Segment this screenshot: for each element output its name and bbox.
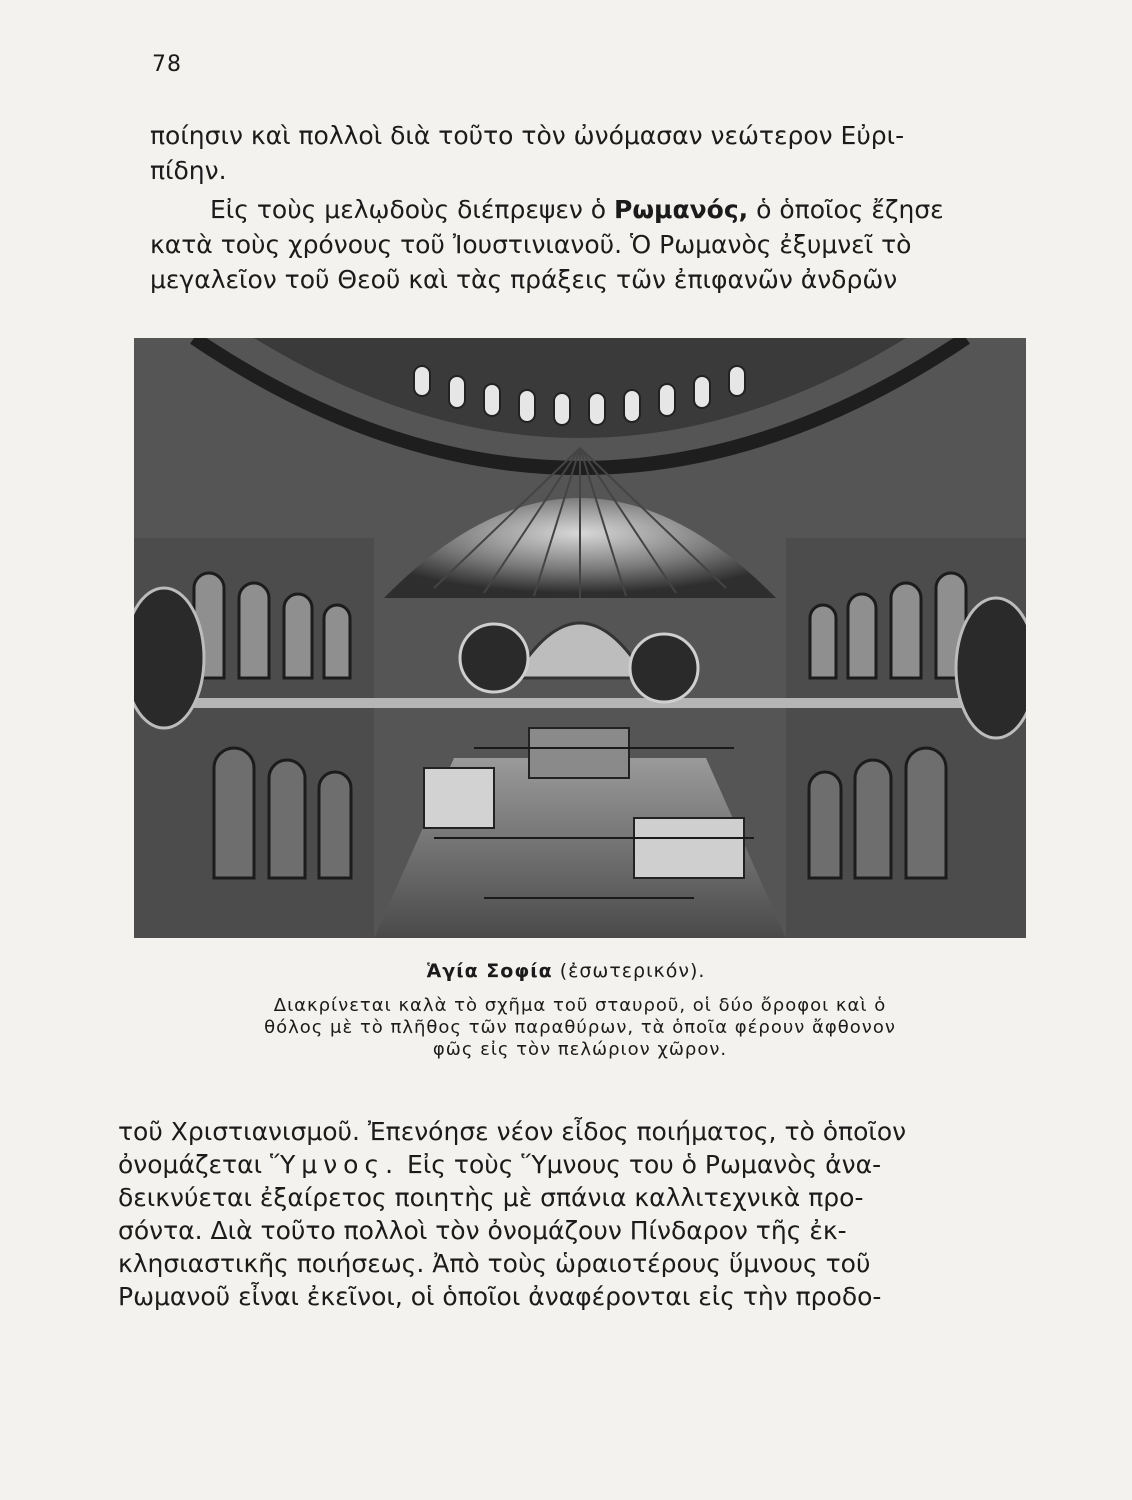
term-hymnos: Ὕμνος. xyxy=(270,1150,400,1179)
figure-title-rest: (ἐσωτερικόν). xyxy=(552,960,706,982)
text-line: δεικνύεται ἐξαίρετος ποιητὴς μὲ σπάνια καλλιτεχνικὰ προ- xyxy=(118,1183,864,1212)
caption-line: Διακρίνεται καλὰ τὸ σχῆμα τοῦ σταυροῦ, οἱ δύο ὄροφοι καὶ ὁ xyxy=(273,995,887,1016)
text-line: τοῦ Χριστιανισμοῦ. Ἐπενόησε νέον εἶδος ποιήματος, τὸ ὁποῖον xyxy=(118,1117,907,1146)
text-line: Ρωμανοῦ εἶναι ἐκεῖνοι, οἱ ὁποῖοι ἀναφέρονται εἰς τὴν προδο- xyxy=(118,1282,882,1311)
name-romanos: Ρωμανός, xyxy=(614,195,749,224)
top-paragraph-1 xyxy=(150,118,1055,188)
text-fragment: Εἰς τοὺς μελῳδοὺς διέπρεψεν ὁ xyxy=(210,195,614,224)
figure-title-name: Ἁγία Σοφία xyxy=(426,960,553,982)
text-line xyxy=(150,192,1055,227)
figure-caption xyxy=(160,995,1000,1061)
caption-line: θόλος μὲ τὸ πλῆθος τῶν παραθύρων, τὰ ὁποῖα φέρουν ἄφθονον xyxy=(264,1017,896,1038)
caption-line: φῶς εἰς τὸν πελώριον χῶρον. xyxy=(432,1039,728,1060)
text-fragment: Εἰς τοὺς Ὕμνους του ὁ Ρωμανὸς ἀνα- xyxy=(399,1150,882,1179)
page-number: 78 xyxy=(152,52,182,77)
bottom-paragraph xyxy=(118,1115,1038,1313)
text-line: πίδην. xyxy=(150,156,227,185)
text-line: κλησιαστικῆς ποιήσεως. Ἀπὸ τοὺς ὡραιοτέρους ὕμνους τοῦ xyxy=(118,1249,871,1278)
text-fragment: ὀνομάζεται xyxy=(118,1150,270,1179)
top-paragraph-2 xyxy=(150,192,1055,297)
text-line xyxy=(118,1148,1038,1181)
hagia-sophia-photo xyxy=(134,338,1026,938)
text-line: σόντα. Διὰ τοῦτο πολλοὶ τὸν ὀνομάζουν Πίνδαρον τῆς ἐκ- xyxy=(118,1216,847,1245)
text-line: μεγαλεῖον τοῦ Θεοῦ καὶ τὰς πράξεις τῶν ἐπιφανῶν ἀνδρῶν xyxy=(150,265,898,294)
text-line: ποίησιν καὶ πολλοὶ διὰ τοῦτο τὸν ὠνόμασαν νεώτερον Εὐρι- xyxy=(150,121,905,150)
text-line: κατὰ τοὺς χρόνους τοῦ Ἰουστινιανοῦ. Ὁ Ρωμανὸς ἐξυμνεῖ τὸ xyxy=(150,230,912,259)
text-fragment: ὁ ὁποῖος ἔζησε xyxy=(748,195,944,224)
figure-title xyxy=(0,960,1132,982)
